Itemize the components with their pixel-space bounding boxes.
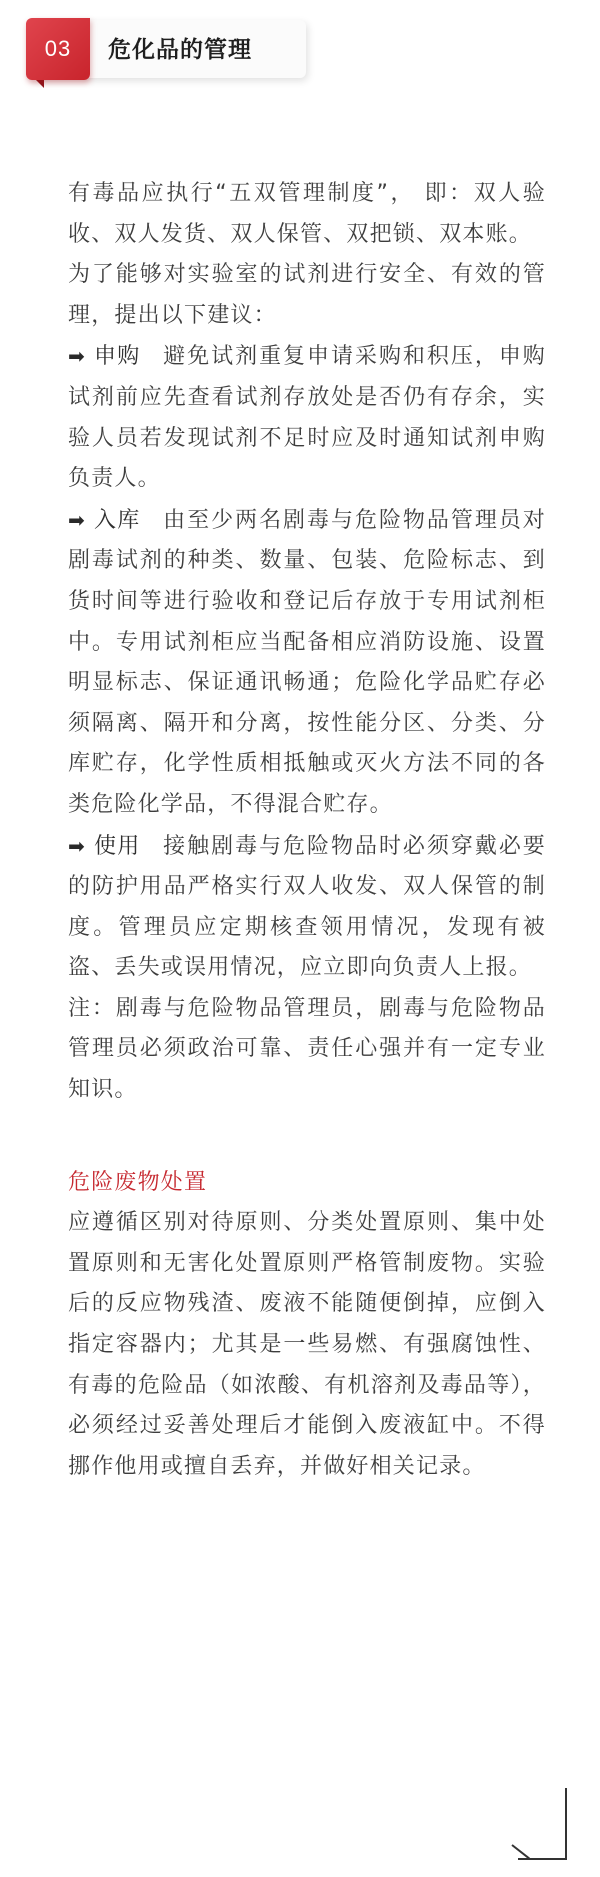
item-text-storage: 由至少两名剧毒与危险物品管理员对剧毒试剂的种类、数量、包装、危险标志、到货时间等进行验收和登记后存放于专用试剂柜中。专用试剂柜应当配备相应消防设施、设置明显标志、保证通讯畅通；危险化学品贮存必须隔离、隔开和分离，按性能分区、分类、分库贮存，化学性质相抵触或灭火方法不同的各类危险化学品，不得混合贮存。 bbox=[68, 507, 546, 817]
section-spacer bbox=[68, 1111, 546, 1163]
item-storage bbox=[68, 500, 546, 826]
item-text-purchase: 避免试剂重复申请采购和积压，申购试剂前应先查看试剂存放处是否仍有存余，实验人员若发现试剂不足时应及时通知试剂申购负责人。 bbox=[68, 344, 546, 492]
item-usage bbox=[68, 826, 546, 989]
waste-section-title: 危险废物处置 bbox=[68, 1169, 208, 1195]
paragraph-intro-suggestions: 为了能够对实验室的试剂进行安全、有效的管理，提出以下建议： bbox=[68, 262, 546, 328]
section-number: 03 bbox=[44, 36, 72, 61]
paragraph-five-double-rule: 有毒品应执行“五双管理制度”， 即：双人验收、双人发货、双人保管、双把锁、双本账。 bbox=[68, 181, 546, 247]
item-term-usage: 使用 bbox=[94, 833, 141, 859]
arrow-right-icon: ➡ bbox=[68, 833, 86, 858]
corner-line-vertical bbox=[565, 1788, 567, 1860]
arrow-right-icon: ➡ bbox=[68, 344, 86, 369]
item-purchase bbox=[68, 336, 546, 499]
article-body bbox=[68, 174, 546, 1487]
section-header bbox=[0, 0, 600, 110]
corner-line-horizontal bbox=[518, 1858, 567, 1860]
paragraph-waste-disposal: 应遵循区别对待原则、分类处置原则、集中处置原则和无害化处置原则严格管制废物。实验后的反应物残渣、废液不能随便倒掉，应倒入指定容器内；尤其是一些易燃、有强腐蚀性、有毒的危险品（如浓酸、有机溶剂及毒品等），必须经过妥善处理后才能倒入废液缸中。不得挪作他用或擅自丢弃，并做好相关记录。 bbox=[68, 1210, 546, 1479]
item-term-storage: 入库 bbox=[94, 507, 141, 533]
section-title: 危化品的管理 bbox=[108, 37, 252, 63]
paragraph-note: 注：剧毒与危险物品管理员，剧毒与危险物品管理员必须政治可靠、责任心强并有一定专业知识。 bbox=[68, 995, 546, 1103]
item-term-purchase: 申购 bbox=[94, 344, 141, 370]
item-text-usage: 接触剧毒与危险物品时必须穿戴必要的防护用品严格实行双人收发、双人保管的制度。管理员应定期核查领用情况，发现有被盗、丢失或误用情况，应立即向负责人上报。 bbox=[68, 833, 546, 981]
arrow-right-icon: ➡ bbox=[68, 507, 86, 532]
